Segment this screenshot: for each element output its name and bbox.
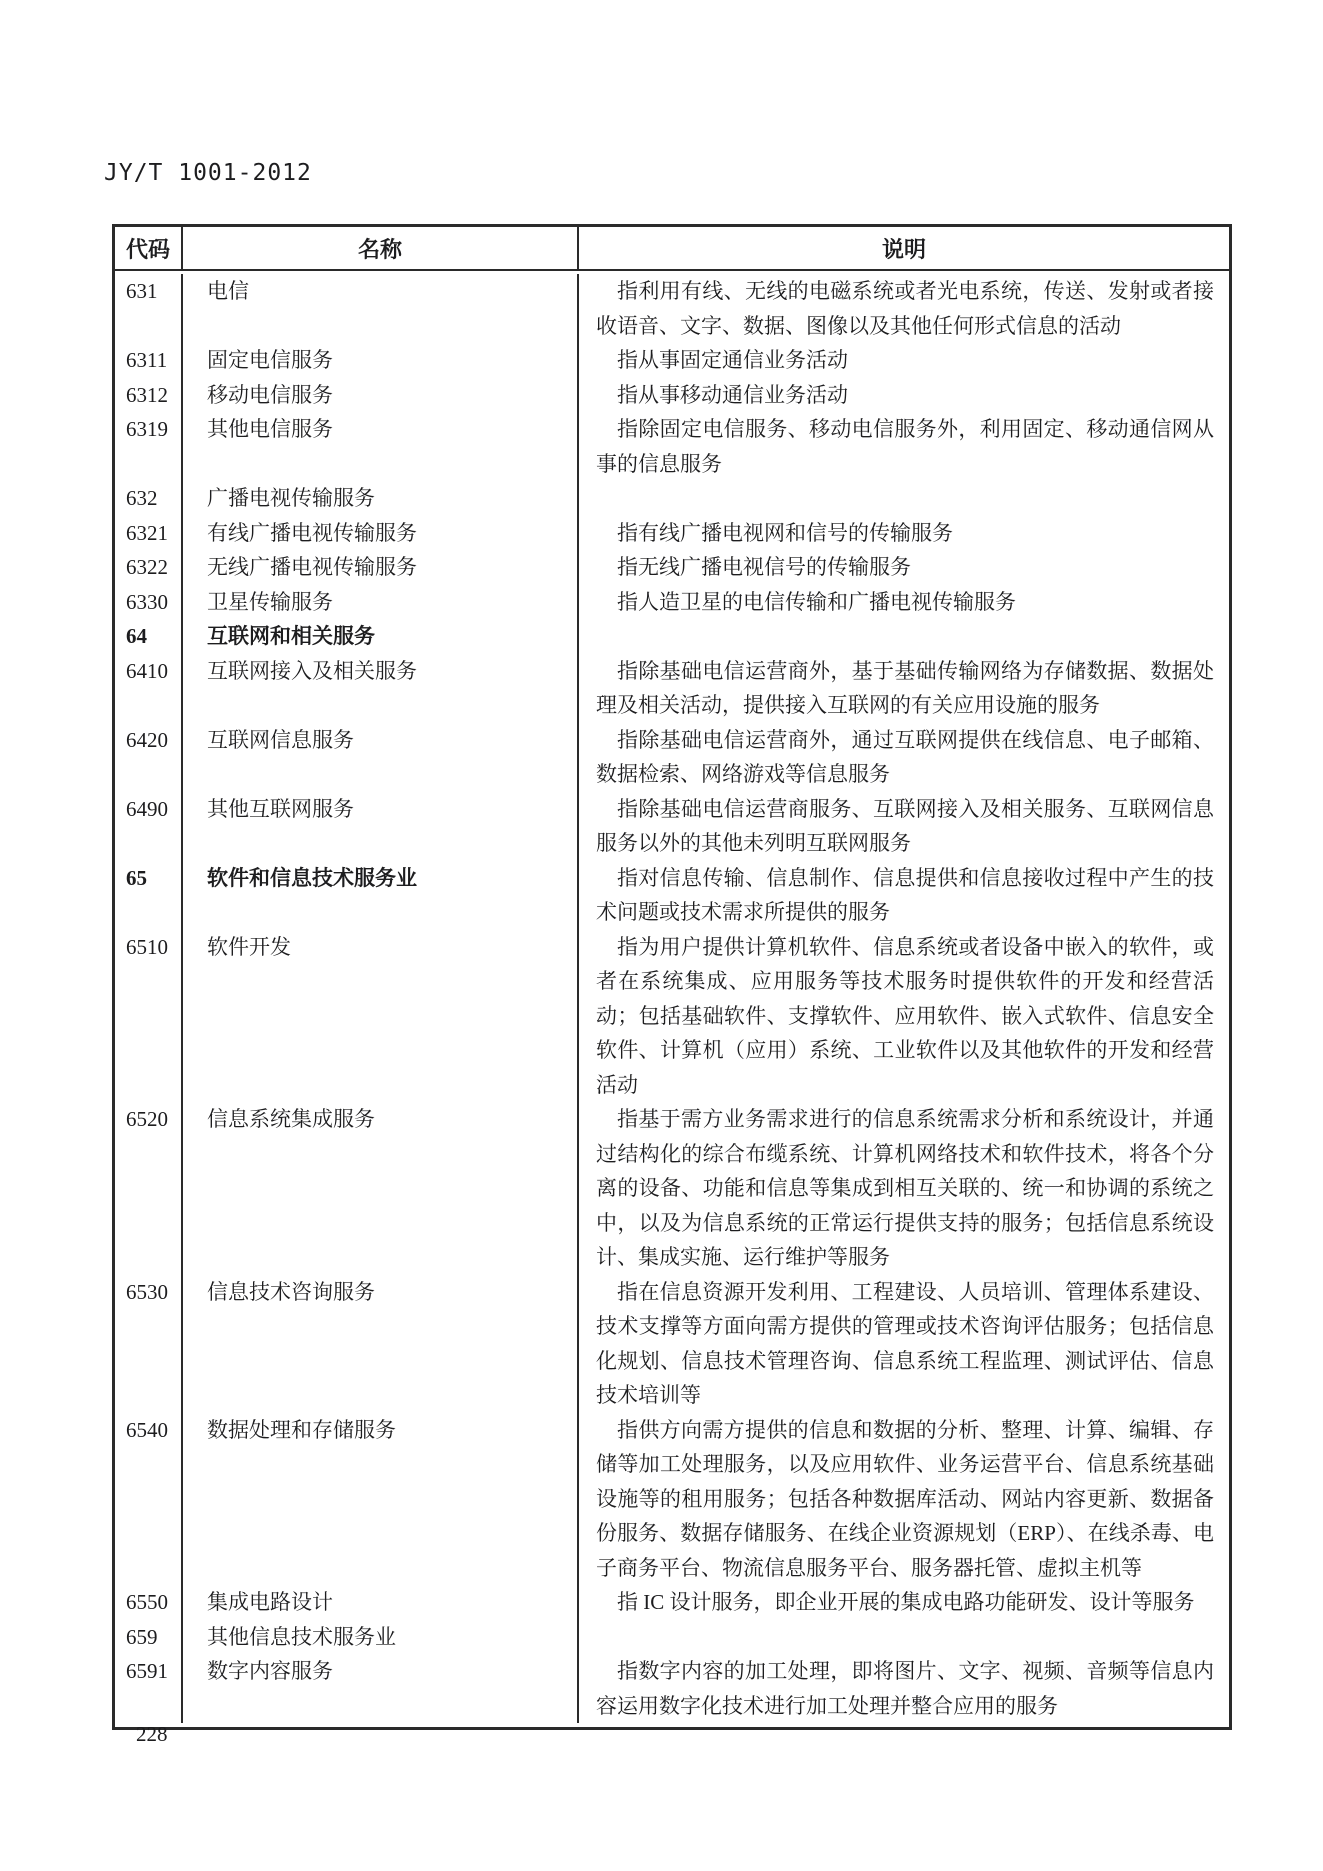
classification-table (112, 224, 1232, 1730)
row-name: 软件开发 (181, 930, 577, 1103)
row-description: 指对信息传输、信息制作、信息提供和信息接收过程中产生的技术问题或技术需求所提供的服务 (577, 861, 1229, 930)
row-code: 6530 (126, 1279, 168, 1304)
row-name: 电信 (181, 274, 577, 343)
table-row (115, 1102, 1229, 1275)
row-code: 64 (126, 624, 147, 648)
table-row (115, 1654, 1229, 1723)
row-name: 数字内容服务 (181, 1654, 577, 1723)
table-body (115, 271, 1229, 1727)
row-name: 互联网接入及相关服务 (181, 654, 577, 723)
row-code: 6520 (126, 1107, 168, 1131)
table-row (115, 619, 1229, 654)
row-name: 信息系统集成服务 (181, 1102, 577, 1275)
row-description: 指除基础电信运营商外，基于基础传输网络为存储数据、数据处理及相关活动，提供接入互联网的有关应用设施的服务 (577, 654, 1229, 723)
column-header-name: 名称 (181, 227, 577, 269)
row-code: 6319 (126, 417, 168, 441)
row-code: 6321 (126, 520, 168, 545)
table-row (115, 585, 1229, 620)
row-code: 6550 (126, 1590, 168, 1614)
table-row (115, 723, 1229, 792)
table-header-row (115, 227, 1229, 271)
row-description: 指除基础电信运营商外，通过互联网提供在线信息、电子邮箱、数据检索、网络游戏等信息服务 (577, 723, 1229, 792)
row-code: 6312 (126, 382, 168, 407)
row-description: 指利用有线、无线的电磁系统或者光电系统，传送、发射或者接收语音、文字、数据、图像以及其他任何形式信息的活动 (577, 274, 1229, 343)
row-description (577, 1620, 1229, 1655)
row-description (577, 481, 1229, 516)
table-row (115, 274, 1229, 343)
table-row (115, 1413, 1229, 1586)
row-description: 指基于需方业务需求进行的信息系统需求分析和系统设计，并通过结构化的综合布缆系统、计算机网络技术和软件技术，将各个分离的设备、功能和信息等集成到相互关联的、统一和协调的系统之中，以及为信息系统的正常运行提供支持的服务；包括信息系统设计、集成实施、运行维护等服务 (577, 1102, 1229, 1275)
row-name: 移动电信服务 (181, 378, 577, 413)
row-description: 指除基础电信运营商服务、互联网接入及相关服务、互联网信息服务以外的其他未列明互联网服务 (577, 792, 1229, 861)
table-row (115, 861, 1229, 930)
table-row (115, 792, 1229, 861)
row-description: 指从事移动通信业务活动 (577, 378, 1229, 413)
table-row (115, 378, 1229, 413)
row-description: 指人造卫星的电信传输和广播电视传输服务 (577, 585, 1229, 620)
row-name: 固定电信服务 (181, 343, 577, 378)
row-code: 659 (126, 1624, 158, 1649)
row-code: 65 (126, 865, 147, 890)
page-number: 228 (136, 1722, 168, 1746)
row-code: 6330 (126, 589, 168, 614)
row-code: 6410 (126, 658, 168, 683)
row-name: 其他互联网服务 (181, 792, 577, 861)
row-name: 有线广播电视传输服务 (181, 516, 577, 551)
row-name: 广播电视传输服务 (181, 481, 577, 516)
table-row (115, 412, 1229, 481)
row-name: 信息技术咨询服务 (181, 1275, 577, 1413)
row-code: 6420 (126, 727, 168, 752)
row-code: 631 (126, 279, 158, 303)
row-code: 632 (126, 486, 158, 510)
row-description (577, 619, 1229, 654)
row-description: 指从事固定通信业务活动 (577, 343, 1229, 378)
row-name: 集成电路设计 (181, 1585, 577, 1620)
row-description: 指在信息资源开发利用、工程建设、人员培训、管理体系建设、技术支撑等方面向需方提供的管理或技术咨询评估服务；包括信息化规划、信息技术管理咨询、信息系统工程监理、测试评估、信息技术培训等 (577, 1275, 1229, 1413)
table-row (115, 516, 1229, 551)
row-name: 互联网和相关服务 (181, 619, 577, 654)
row-description: 指供方向需方提供的信息和数据的分析、整理、计算、编辑、存储等加工处理服务，以及应用软件、业务运营平台、信息系统基础设施等的租用服务；包括各种数据库活动、网站内容更新、数据备份服务、数据存储服务、在线企业资源规划（ERP）、在线杀毒、电子商务平台、物流信息服务平台、服务器托管、虚拟主机等 (577, 1413, 1229, 1586)
row-code: 6591 (126, 1659, 168, 1683)
row-name: 其他信息技术服务业 (181, 1620, 577, 1655)
row-name: 软件和信息技术服务业 (181, 861, 577, 930)
table-row (115, 1275, 1229, 1413)
column-header-description: 说明 (577, 227, 1229, 269)
row-code: 6311 (126, 348, 168, 372)
row-description: 指除固定电信服务、移动电信服务外，利用固定、移动通信网从事的信息服务 (577, 412, 1229, 481)
table-row (115, 930, 1229, 1103)
row-code: 6322 (126, 555, 168, 579)
row-name: 卫星传输服务 (181, 585, 577, 620)
row-name: 其他电信服务 (181, 412, 577, 481)
standard-number: JY/T 1001-2012 (104, 160, 312, 186)
row-name: 无线广播电视传输服务 (181, 550, 577, 585)
row-description: 指无线广播电视信号的传输服务 (577, 550, 1229, 585)
column-header-code: 代码 (125, 236, 170, 262)
row-name: 数据处理和存储服务 (181, 1413, 577, 1586)
table-row (115, 654, 1229, 723)
row-code: 6540 (126, 1417, 168, 1442)
table-row (115, 1620, 1229, 1655)
row-name: 互联网信息服务 (181, 723, 577, 792)
row-code: 6490 (126, 796, 168, 821)
table-row (115, 550, 1229, 585)
row-description: 指有线广播电视网和信号的传输服务 (577, 516, 1229, 551)
row-code: 6510 (126, 934, 168, 959)
table-row (115, 481, 1229, 516)
row-description: 指 IC 设计服务，即企业开展的集成电路功能研发、设计等服务 (577, 1585, 1229, 1620)
table-row (115, 343, 1229, 378)
row-description: 指数字内容的加工处理，即将图片、文字、视频、音频等信息内容运用数字化技术进行加工处理并整合应用的服务 (577, 1654, 1229, 1723)
table-row (115, 1585, 1229, 1620)
row-description: 指为用户提供计算机软件、信息系统或者设备中嵌入的软件，或者在系统集成、应用服务等技术服务时提供软件的开发和经营活动；包括基础软件、支撑软件、应用软件、嵌入式软件、信息安全软件、计算机（应用）系统、工业软件以及其他软件的开发和经营活动 (577, 930, 1229, 1103)
